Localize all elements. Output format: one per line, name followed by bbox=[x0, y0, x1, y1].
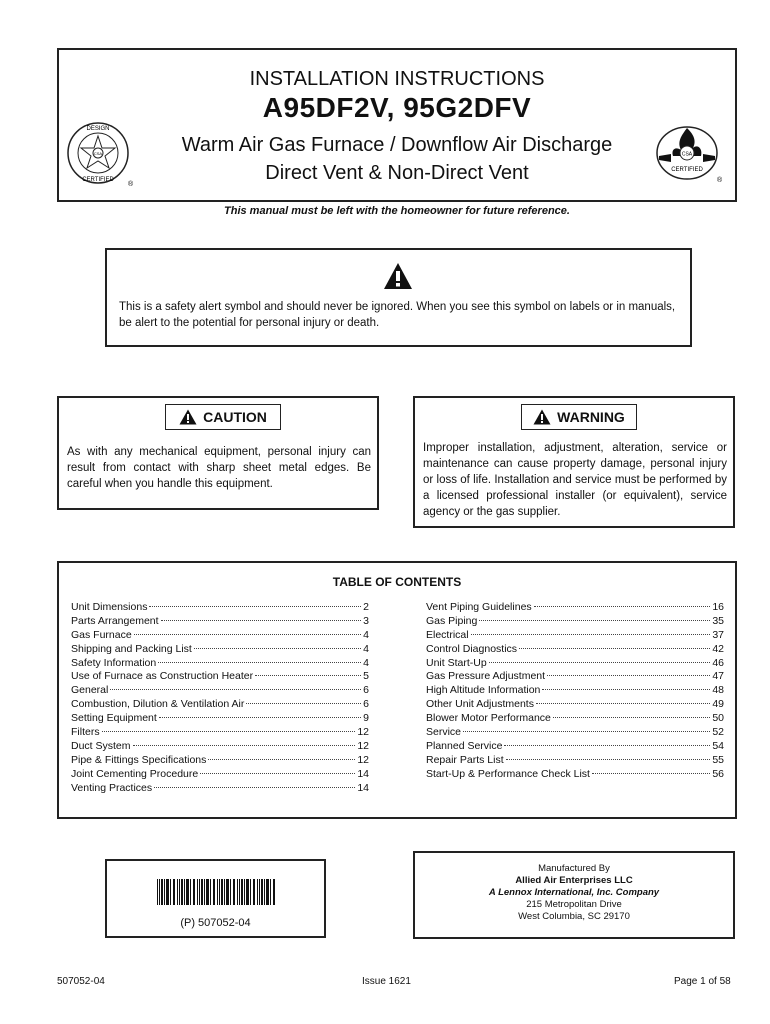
toc-entry[interactable] bbox=[426, 643, 724, 657]
toc-entry-page: 16 bbox=[712, 601, 724, 613]
barcode-bar bbox=[210, 879, 211, 905]
toc-entry[interactable] bbox=[71, 712, 369, 726]
barcode-bar bbox=[199, 879, 200, 905]
barcode-box bbox=[105, 859, 326, 938]
manufacturer-name: Allied Air Enterprises LLC bbox=[515, 875, 633, 886]
toc-entry[interactable] bbox=[426, 698, 724, 712]
toc-leader-dots bbox=[134, 634, 361, 635]
toc-leader-dots bbox=[149, 606, 361, 607]
toc-leader-dots bbox=[553, 717, 710, 718]
toc-entry[interactable] bbox=[71, 657, 369, 671]
toc-entry-label: Other Unit Adjustments bbox=[426, 698, 534, 711]
toc-entry-page: 12 bbox=[357, 753, 369, 766]
model-numbers: A95DF2V, 95G2DFV bbox=[262, 92, 532, 123]
toc-entry[interactable] bbox=[71, 615, 369, 629]
manufactured-by-label: Manufactured By bbox=[538, 863, 610, 874]
toc-title: TABLE OF CONTENTS bbox=[332, 575, 462, 589]
barcode-bar bbox=[190, 879, 191, 905]
toc-leader-dots bbox=[208, 759, 355, 760]
toc-right-column bbox=[426, 601, 724, 782]
barcode-bar bbox=[266, 879, 269, 905]
toc-entry-page: 52 bbox=[712, 726, 724, 739]
footer-doc-number: 507052-04 bbox=[57, 976, 105, 987]
toc-entry-label: Safety Information bbox=[71, 656, 157, 669]
doc-type-title: INSTALLATION INSTRUCTIONS bbox=[249, 68, 545, 90]
toc-entry[interactable] bbox=[71, 670, 369, 684]
product-description: Warm Air Gas Furnace / Downflow Air Discharge bbox=[181, 134, 613, 156]
toc-entry-label: Shipping and Packing List bbox=[71, 642, 192, 655]
toc-entry[interactable] bbox=[71, 629, 369, 643]
barcode-bar bbox=[233, 879, 235, 905]
toc-entry[interactable] bbox=[71, 601, 369, 615]
barcode-bar bbox=[184, 879, 185, 905]
toc-entry-label: Service bbox=[426, 726, 462, 739]
toc-entry[interactable] bbox=[426, 629, 724, 643]
barcode-bar bbox=[173, 879, 175, 905]
toc-entry-label: Venting Practices bbox=[71, 781, 153, 794]
manufacturer-info bbox=[415, 863, 733, 923]
toc-entry-label: Unit Start-Up bbox=[426, 656, 487, 669]
right-logo-registered-mark: ® bbox=[717, 177, 723, 184]
barcode-bar bbox=[206, 879, 209, 905]
barcode-bar bbox=[224, 879, 225, 905]
warning-alert-icon bbox=[533, 409, 551, 425]
toc-entry-label: General bbox=[71, 684, 109, 697]
part-number: (P) 507052-04 bbox=[180, 917, 251, 929]
barcode-bar bbox=[164, 879, 165, 905]
barcode-bar bbox=[246, 879, 249, 905]
toc-leader-dots bbox=[489, 662, 711, 663]
footer-issue: Issue 1621 bbox=[362, 976, 411, 987]
toc-entry[interactable] bbox=[71, 698, 369, 712]
toc-entry-label: Repair Parts List bbox=[426, 753, 504, 766]
footer-page-number: Page 1 of 58 bbox=[674, 976, 731, 987]
toc-leader-dots bbox=[479, 620, 710, 621]
toc-entry[interactable] bbox=[426, 684, 724, 698]
safety-alert-box bbox=[105, 248, 692, 347]
toc-entry-label: Parts Arrangement bbox=[71, 614, 159, 627]
barcode-bar bbox=[257, 879, 258, 905]
safety-alert-text: This is a safety alert symbol and should never be ignored. When you see this symbol on labels or in manuals, be alert to the potential for personal injury or death. bbox=[119, 301, 676, 329]
toc-entry[interactable] bbox=[426, 754, 724, 768]
toc-leader-dots bbox=[158, 662, 361, 663]
toc-entry-page: 6 bbox=[363, 698, 369, 711]
toc-entry-page: 35 bbox=[712, 614, 724, 627]
barcode-bar bbox=[177, 879, 178, 905]
warning-box bbox=[413, 396, 735, 528]
toc-entry-page: 49 bbox=[712, 698, 724, 711]
warning-badge bbox=[521, 404, 637, 430]
caution-badge bbox=[165, 404, 281, 430]
toc-leader-dots bbox=[519, 648, 710, 649]
toc-leader-dots bbox=[194, 648, 361, 649]
toc-leader-dots bbox=[161, 620, 362, 621]
toc-entry-page: 47 bbox=[712, 670, 724, 683]
toc-entry-label: Electrical bbox=[426, 628, 469, 641]
toc-entry-page: 5 bbox=[363, 670, 369, 683]
barcode-bar bbox=[261, 879, 263, 905]
toc-entry-label: Gas Pressure Adjustment bbox=[426, 670, 546, 683]
toc-leader-dots bbox=[536, 703, 710, 704]
city-state-zip: West Columbia, SC 29170 bbox=[518, 911, 630, 922]
barcode-bar bbox=[273, 879, 275, 905]
right-logo-bottom-text: CERTIFIED bbox=[671, 167, 703, 173]
barcode-bar bbox=[239, 879, 240, 905]
toc-entry-page: 12 bbox=[357, 739, 369, 752]
toc-entry[interactable] bbox=[71, 726, 369, 740]
toc-leader-dots bbox=[133, 745, 356, 746]
toc-entry[interactable] bbox=[71, 754, 369, 768]
parent-company: A Lennox International, Inc. Company bbox=[488, 887, 660, 898]
toc-entry-label: Vent Piping Guidelines bbox=[426, 601, 532, 613]
toc-entry[interactable] bbox=[426, 768, 724, 782]
toc-entry-label: High Altitude Information bbox=[426, 684, 541, 697]
toc-entry-label: Combustion, Dilution & Ventilation Air bbox=[71, 698, 245, 711]
warning-label: WARNING bbox=[557, 409, 625, 425]
toc-entry-page: 4 bbox=[363, 628, 369, 641]
barcode-bar bbox=[237, 879, 238, 905]
barcode-bar bbox=[193, 879, 195, 905]
toc-entry-label: Pipe & Fittings Specifications bbox=[71, 753, 207, 766]
toc-entry[interactable] bbox=[71, 740, 369, 754]
safety-alert-icon bbox=[383, 262, 413, 295]
toc-leader-dots bbox=[246, 703, 361, 704]
toc-entry-page: 55 bbox=[712, 753, 724, 766]
toc-entry-label: Gas Piping bbox=[426, 614, 478, 627]
toc-entry-page: 4 bbox=[363, 642, 369, 655]
toc-entry[interactable] bbox=[426, 670, 724, 684]
left-logo-center-text: CSA bbox=[93, 151, 103, 156]
barcode-bar bbox=[161, 879, 163, 905]
barcode-bar bbox=[204, 879, 205, 905]
barcode-bar bbox=[253, 879, 255, 905]
toc-leader-dots bbox=[471, 634, 711, 635]
caution-box bbox=[57, 396, 379, 510]
toc-entry[interactable] bbox=[426, 740, 724, 754]
toc-entry-label: Setting Equipment bbox=[71, 712, 157, 725]
left-logo-top-text: DESIGN bbox=[86, 126, 110, 132]
toc-entry-page: 9 bbox=[363, 712, 369, 725]
csa-certified-logo-icon bbox=[651, 120, 731, 195]
toc-entry-page: 56 bbox=[712, 767, 724, 780]
barcode-bar bbox=[201, 879, 203, 905]
barcode-bar bbox=[221, 879, 223, 905]
toc-entry-label: Start-Up & Performance Check List bbox=[426, 767, 590, 780]
barcode-bar bbox=[250, 879, 251, 905]
design-certified-logo-icon bbox=[65, 120, 135, 195]
toc-entry-page: 54 bbox=[712, 739, 724, 752]
toc-entry-page: 4 bbox=[363, 656, 369, 669]
left-logo-registered-mark: ® bbox=[128, 181, 134, 188]
barcode-bar bbox=[181, 879, 183, 905]
barcode-bar bbox=[219, 879, 220, 905]
homeowner-note: This manual must be left with the homeowner for future reference. bbox=[224, 205, 570, 217]
toc-entry-page: 6 bbox=[363, 684, 369, 697]
barcode-bar bbox=[179, 879, 180, 905]
toc-entry[interactable] bbox=[426, 726, 724, 740]
barcode-bar bbox=[157, 879, 158, 905]
toc-entry-label: Gas Furnace bbox=[71, 628, 132, 641]
toc-entry-page: 3 bbox=[363, 614, 369, 627]
toc-entry-page: 50 bbox=[712, 712, 724, 725]
barcode-icon bbox=[157, 879, 277, 910]
title-box bbox=[57, 48, 737, 202]
street-address: 215 Metropolitan Drive bbox=[526, 899, 622, 910]
warning-text: Improper installation, adjustment, alteration, service or maintenance can cause property damage, personal injury or loss of life. Installation and service must be performed by a licensed professional installer (or equivalent), service agency or the gas supplier. bbox=[423, 442, 727, 518]
toc-entry-page: 14 bbox=[357, 767, 369, 780]
manufacturer-box bbox=[413, 851, 735, 939]
toc-entry-label: Filters bbox=[71, 726, 100, 739]
barcode-bar bbox=[244, 879, 245, 905]
toc-entry-label: Unit Dimensions bbox=[71, 601, 148, 613]
toc-entry[interactable] bbox=[426, 601, 724, 615]
toc-entry-page: 46 bbox=[712, 656, 724, 669]
toc-leader-dots bbox=[200, 773, 355, 774]
vent-type: Direct Vent & Non-Direct Vent bbox=[265, 162, 529, 184]
toc-leader-dots bbox=[592, 773, 710, 774]
toc-entry-page: 12 bbox=[357, 726, 369, 739]
toc-entry-label: Joint Cementing Procedure bbox=[71, 767, 199, 780]
barcode-bar bbox=[270, 879, 271, 905]
toc-leader-dots bbox=[463, 731, 710, 732]
toc-left-column bbox=[71, 601, 369, 795]
toc-entry[interactable] bbox=[426, 712, 724, 726]
toc-entry-page: 37 bbox=[712, 628, 724, 641]
barcode-bar bbox=[241, 879, 243, 905]
barcode-bar bbox=[159, 879, 160, 905]
barcode-bar bbox=[197, 879, 198, 905]
barcode-bar bbox=[170, 879, 171, 905]
toc-leader-dots bbox=[506, 759, 711, 760]
toc-entry-label: Control Diagnostics bbox=[426, 642, 518, 655]
toc-entry[interactable] bbox=[71, 768, 369, 782]
barcode-bar bbox=[217, 879, 218, 905]
caution-text: As with any mechanical equipment, personal injury can result from contact with sharp sheet metal edges. Be careful when you handle this equipment. bbox=[67, 446, 371, 490]
toc-leader-dots bbox=[542, 689, 710, 690]
toc-entry-page: 2 bbox=[363, 601, 369, 613]
toc-leader-dots bbox=[159, 717, 361, 718]
toc-leader-dots bbox=[534, 606, 711, 607]
toc-entry[interactable] bbox=[426, 657, 724, 671]
barcode-bar bbox=[213, 879, 215, 905]
toc-leader-dots bbox=[110, 689, 361, 690]
toc-leader-dots bbox=[504, 745, 710, 746]
caution-alert-icon bbox=[179, 409, 197, 425]
caution-label: CAUTION bbox=[203, 409, 267, 425]
left-logo-bottom-text: CERTIFIED bbox=[82, 177, 114, 183]
toc-entry-page: 42 bbox=[712, 642, 724, 655]
barcode-bar bbox=[230, 879, 231, 905]
right-logo-center-text: CSA bbox=[681, 151, 693, 158]
toc-leader-dots bbox=[547, 675, 710, 676]
toc-leader-dots bbox=[255, 675, 361, 676]
toc-entry-page: 48 bbox=[712, 684, 724, 697]
barcode-bar bbox=[166, 879, 169, 905]
toc-entry-label: Use of Furnace as Construction Heater bbox=[71, 670, 254, 683]
toc-entry[interactable] bbox=[71, 684, 369, 698]
toc-entry[interactable] bbox=[426, 615, 724, 629]
barcode-bar bbox=[259, 879, 260, 905]
barcode-bar bbox=[226, 879, 229, 905]
toc-entry-label: Planned Service bbox=[426, 739, 503, 752]
toc-entry[interactable] bbox=[71, 782, 369, 796]
toc-entry-page: 14 bbox=[357, 781, 369, 794]
toc-leader-dots bbox=[154, 787, 355, 788]
toc-entry[interactable] bbox=[71, 643, 369, 657]
barcode-bar bbox=[186, 879, 189, 905]
table-of-contents bbox=[57, 561, 737, 819]
toc-entry-label: Duct System bbox=[71, 739, 131, 752]
toc-entry-label: Blower Motor Performance bbox=[426, 712, 551, 725]
barcode-bar bbox=[264, 879, 265, 905]
toc-leader-dots bbox=[102, 731, 356, 732]
